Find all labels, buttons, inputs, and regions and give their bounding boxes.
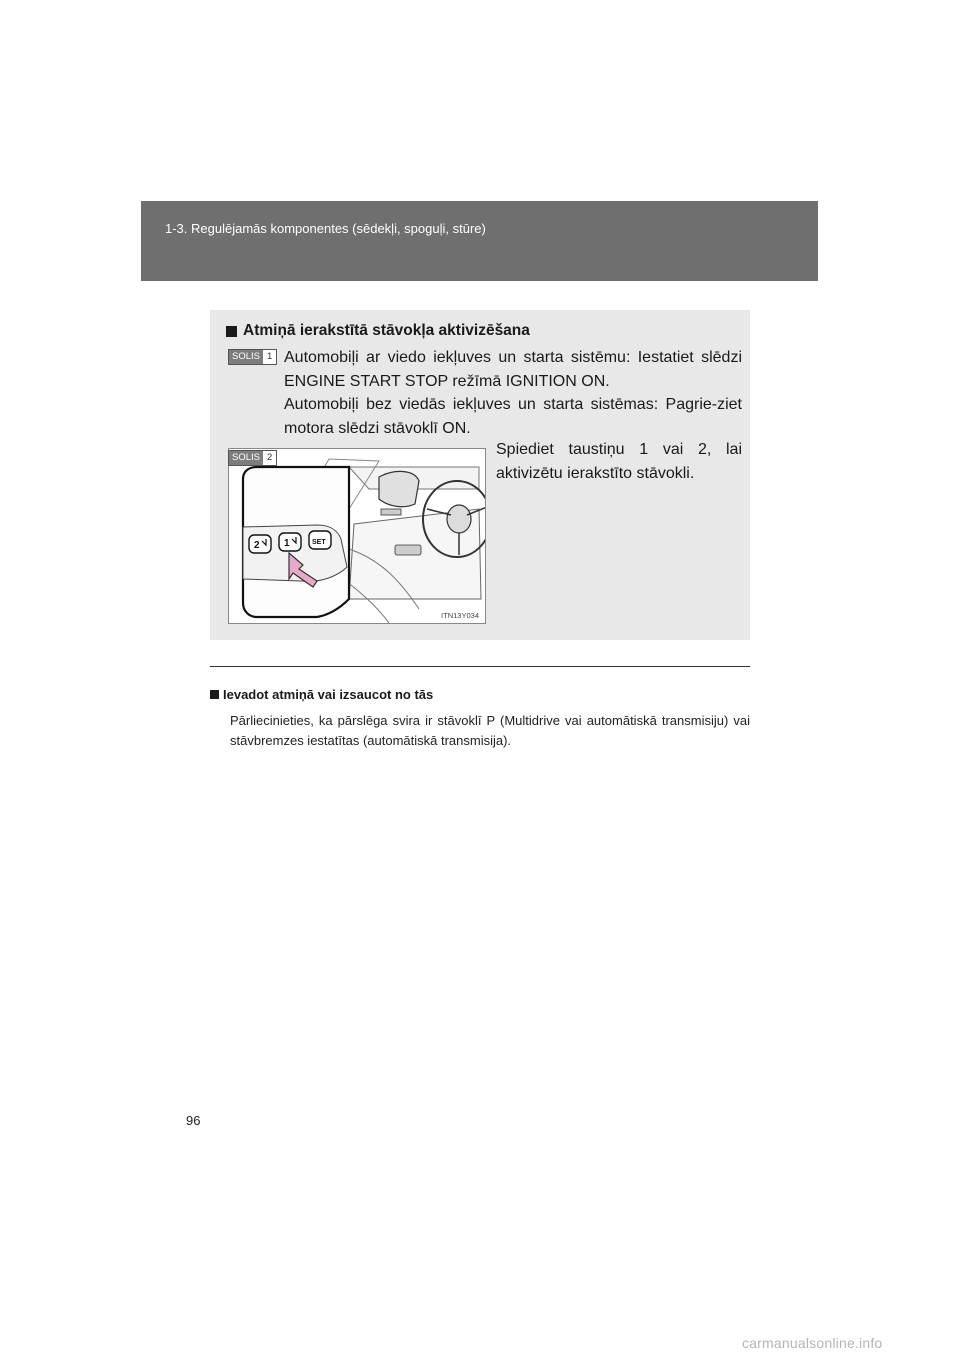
figure-code: ITN13Y034 — [441, 611, 479, 620]
step-1-tag-label: SOLIS — [229, 350, 263, 364]
note-title-text: Ievadot atmiņā vai izsaucot no tās — [223, 687, 434, 702]
section-divider — [210, 666, 750, 667]
section-header — [141, 201, 818, 281]
step-1-tag-number: 1 — [263, 350, 276, 364]
memory-button-1-icon — [279, 533, 301, 551]
section-title: 1-3. Regulējamās komponentes (sēdekļi, spoguļi, stūre) — [165, 221, 486, 236]
procedure-box — [210, 310, 750, 640]
step-1-text — [284, 346, 742, 440]
bullet-square-icon — [226, 326, 237, 337]
button-2-label: 2 — [254, 540, 260, 551]
step-1-line-smart-entry: Automobiļi ar viedo iekļuves un starta sistēmu: Iestatiet slēdzi ENGINE START STOP režīmā IGNITION ON. — [284, 349, 742, 390]
procedure-title — [226, 322, 530, 340]
watermark: carmanualsonline.info — [742, 1335, 883, 1351]
step-2-text: Spiediet taustiņu 1 vai 2, lai aktivizētu ierakstīto stāvokli. — [496, 441, 742, 482]
step-1-line-no-smart-entry: Automobiļi bez viedās iekļuves un starta sistēmas: Pagrie-ziet motora slēdzi stāvoklī ON. — [284, 396, 742, 437]
page-number: 96 — [186, 1113, 201, 1128]
side-mirror-icon — [379, 471, 419, 506]
note-title — [210, 687, 433, 702]
step-2-tag-number: 2 — [263, 451, 276, 465]
step-2-tag — [228, 450, 277, 466]
button-set-label: SET — [312, 539, 326, 546]
memory-button-2-icon — [249, 535, 271, 553]
button-1-label: 1 — [284, 538, 290, 549]
step-2-tag-label: SOLIS — [229, 451, 263, 465]
procedure-title-text: Atmiņā ierakstītā stāvokļa aktivizēšana — [243, 322, 530, 339]
step-1-tag — [228, 349, 277, 365]
note-bullet-square-icon — [210, 690, 219, 699]
door-panel-drawing — [229, 449, 485, 623]
note-text: Pārliecinieties, ka pārslēga svira ir stāvoklī P (Multidrive vai automātiskā transmisiju) vai stāvbremzes iestatītas (automātiskā transmisija). — [230, 713, 750, 748]
seat-memory-illustration — [228, 448, 486, 624]
